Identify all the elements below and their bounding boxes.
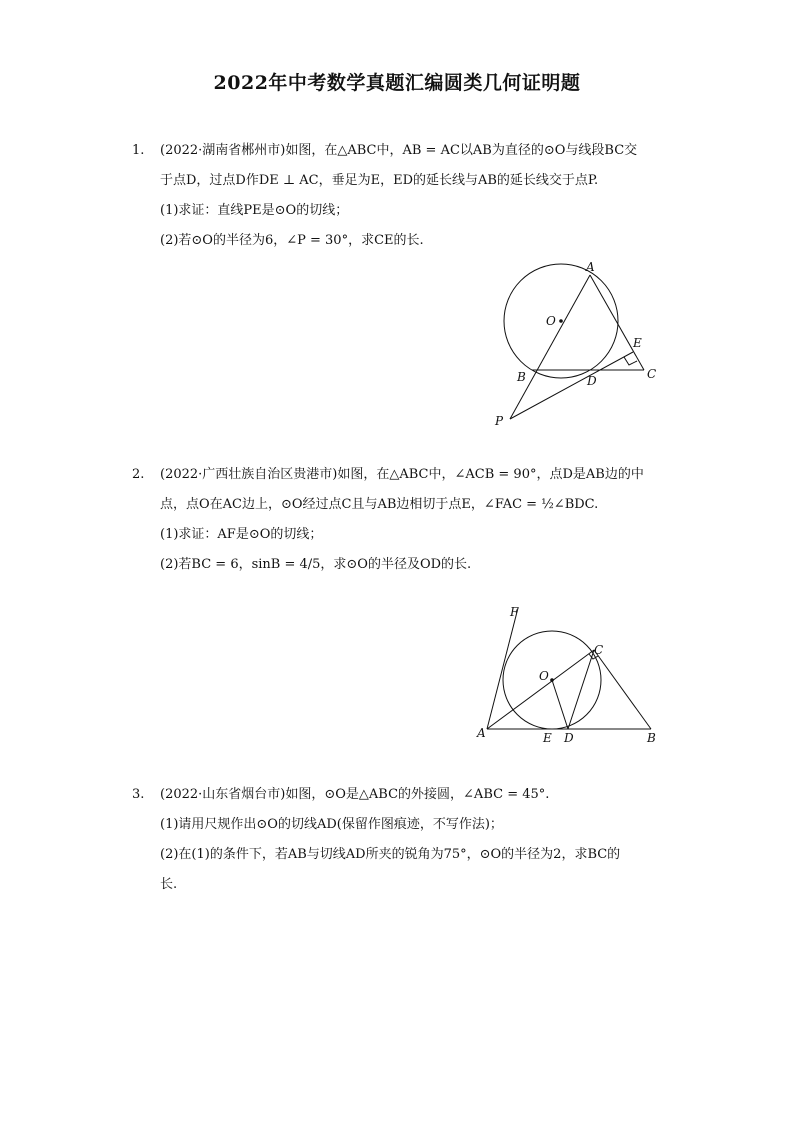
question-text-line: (2022·广西壮族自治区贵港市)如图，在△ABC中，∠ACB = 90°，点D是AB边的中 xyxy=(160,467,644,482)
label-a: A xyxy=(586,260,595,274)
label-b: B xyxy=(517,370,526,384)
sub-question-2: (2)在(1)的条件下，若AB与切线AD所夹的锐角为75°，⊙O的半径为2，求BC的 xyxy=(160,847,621,862)
question-text-line: (2022·湖南省郴州市)如图，在△ABC中，AB = AC以AB为直径的⊙O与线段BC交 xyxy=(160,143,638,158)
label-c: C xyxy=(594,643,604,657)
label-e: E xyxy=(633,336,642,350)
question-2 xyxy=(132,460,672,580)
right-angle-mark xyxy=(624,357,637,365)
sub-question-2: (2)若⊙O的半径为6，∠P = 30°，求CE的长. xyxy=(160,233,424,248)
label-o: O xyxy=(539,669,549,683)
sub-question-1: (1)求证：AF是⊙O的切线； xyxy=(160,527,323,542)
segment-ac xyxy=(487,650,594,729)
figure-q2 xyxy=(470,600,670,750)
figure-q1 xyxy=(490,255,670,435)
sub-question-2: (2)若BC = 6，sinB = 4/5，求⊙O的半径及OD的长. xyxy=(160,557,472,572)
center-point xyxy=(559,319,563,323)
label-d: D xyxy=(564,731,574,745)
label-b: B xyxy=(647,731,656,745)
center-point xyxy=(550,678,554,682)
question-text-line: 点，点O在AC边上，⊙O经过点C且与AB边相切于点E，∠FAC = ½∠BDC. xyxy=(160,497,599,512)
segment-od xyxy=(552,680,568,729)
page-title: 2022年中考数学真题汇编圆类几何证明题 xyxy=(213,72,581,94)
segment-cd xyxy=(568,650,594,729)
segment-cb xyxy=(594,650,651,729)
question-3 xyxy=(132,780,672,900)
question-text-line: 于点D，过点D作DE ⊥ AC，垂足为E，ED的延长线与AB的延长线交于点P. xyxy=(160,173,599,188)
question-text-line: (2022·山东省烟台市)如图，⊙O是△ABC的外接圆，∠ABC = 45°. xyxy=(160,787,550,802)
question-number: 3. xyxy=(132,787,145,802)
label-a: A xyxy=(477,726,486,740)
label-p: P xyxy=(495,414,504,428)
sub-question-1: (1)请用尺规作出⊙O的切线AD(保留作图痕迹，不写作法)； xyxy=(160,817,503,832)
label-f: F xyxy=(510,605,519,619)
label-e: E xyxy=(543,731,552,745)
label-o: O xyxy=(546,314,556,328)
question-1 xyxy=(132,136,672,256)
sub-question-1: (1)求证：直线PE是⊙O的切线； xyxy=(160,203,349,218)
question-number: 2. xyxy=(132,467,145,482)
label-d: D xyxy=(587,374,597,388)
segment-ac xyxy=(590,275,644,370)
sub-question-2-cont: 长. xyxy=(160,877,178,892)
question-number: 1. xyxy=(132,143,145,158)
label-c: C xyxy=(647,367,657,381)
